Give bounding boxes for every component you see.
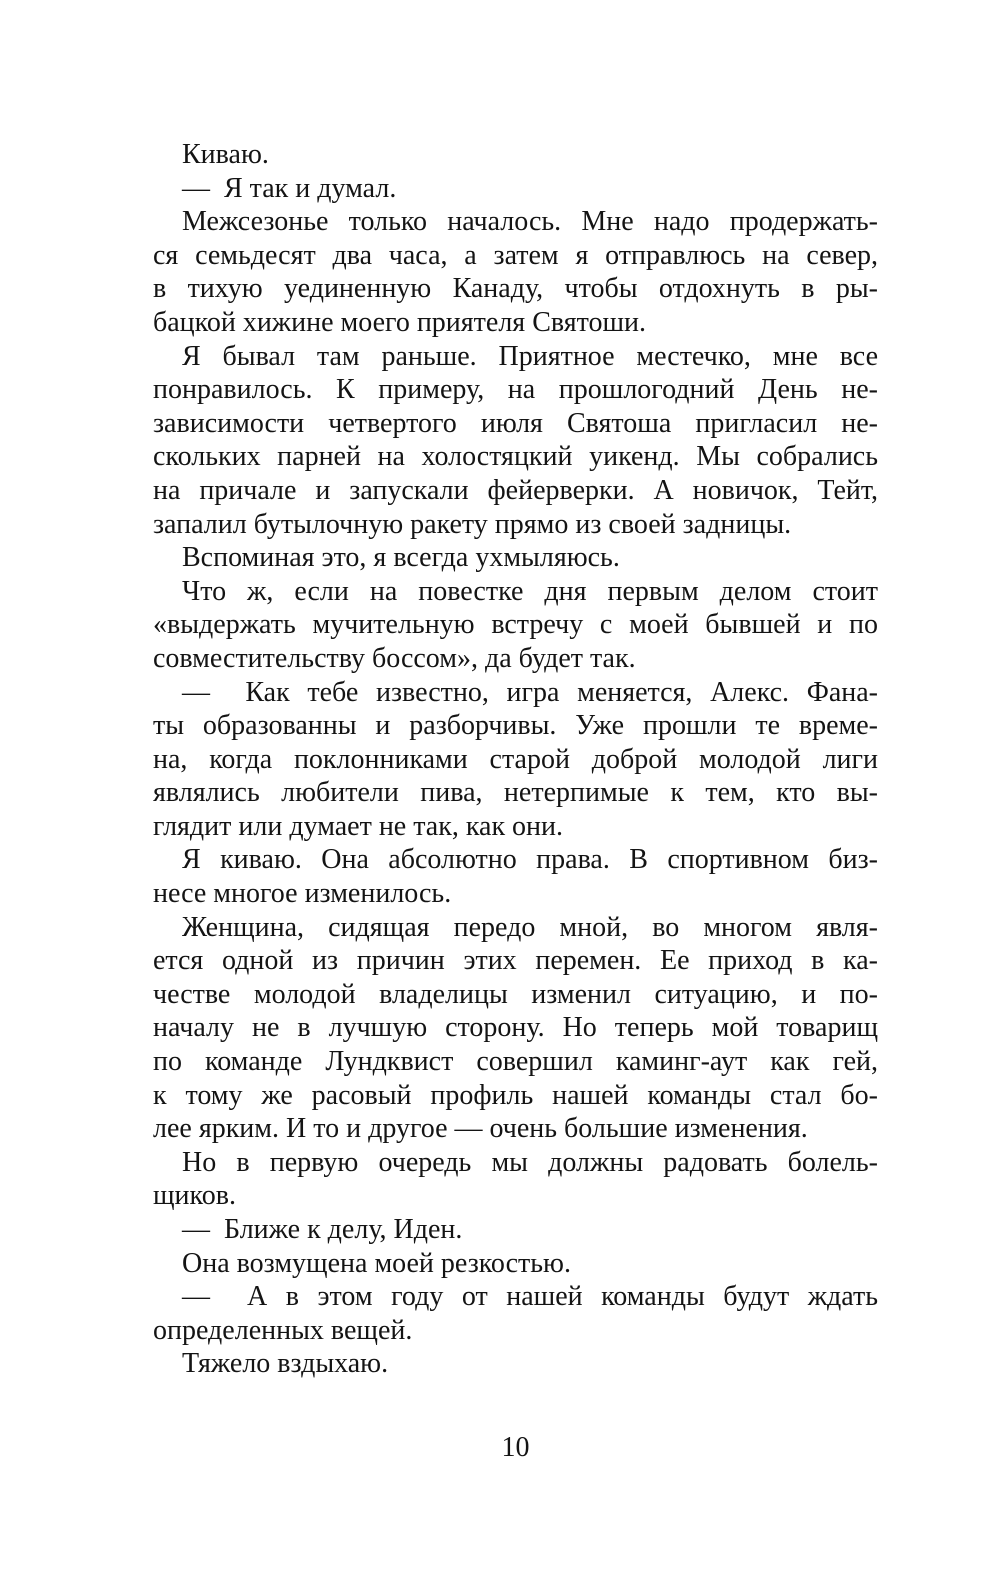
- text-line: — Ближе к делу, Иден.: [182, 1214, 463, 1245]
- text-line: — Как тебе известно, игра меняется, Алекс. Фана-: [182, 676, 878, 708]
- paragraph: [153, 911, 878, 1146]
- paragraph: [153, 172, 878, 206]
- text-line: Но в первую очередь мы должны радовать болель-: [182, 1146, 878, 1178]
- text-line: глядит или думает не так, как они.: [153, 810, 564, 842]
- paragraph: [153, 575, 878, 676]
- text-line: на причале и запускали фейерверки. А новичок, Тейт,: [153, 474, 878, 506]
- text-line: зависимости четвертого июля Святоша пригласил не-: [153, 407, 878, 439]
- text-line: Она возмущена моей резкостью.: [182, 1247, 571, 1279]
- text-line: Я бывал там раньше. Приятное местечко, мне все: [182, 340, 878, 372]
- text-line: — А в этом году от нашей команды будут ждать: [182, 1281, 878, 1313]
- text-block: [153, 138, 878, 1381]
- text-line: щиков.: [153, 1180, 236, 1212]
- paragraph: [153, 1247, 878, 1281]
- text-line: — Я так и думал.: [182, 172, 397, 204]
- text-line: Я киваю. Она абсолютно права. В спортивном биз-: [182, 844, 878, 876]
- text-line: Тяжело вздыхаю.: [182, 1348, 389, 1380]
- text-line: по команде Лундквист совершил каминг-аут как гей,: [153, 1046, 878, 1078]
- text-line: понравилось. К примеру, на прошлогодний День не-: [153, 374, 878, 406]
- paragraph: [153, 1213, 878, 1247]
- text-line: запалил бутылочную ракету прямо из своей задницы.: [153, 508, 792, 540]
- paragraph: [153, 205, 878, 339]
- text-line: скольких парней на холостяцкий уикенд. Мы собрались: [153, 441, 878, 473]
- text-line: являлись любители пива, нетерпимые к тем, кто вы-: [153, 777, 878, 809]
- text-line: совместительству боссом», да будет так.: [153, 642, 636, 674]
- text-line: лее ярким. И то и другое — очень большие изменения.: [153, 1113, 808, 1145]
- text-line: Женщина, сидящая передо мной, во многом явля-: [182, 911, 878, 943]
- text-line: Что ж, если на повестке дня первым делом стоит: [182, 575, 878, 607]
- paragraph: [153, 843, 878, 910]
- text-line: ты образованны и разборчивы. Уже прошли те време-: [153, 710, 878, 742]
- text-line: бацкой хижине моего приятеля Святоши.: [153, 306, 647, 338]
- paragraph: [153, 340, 878, 542]
- paragraph: [153, 676, 878, 844]
- paragraph: [153, 138, 878, 172]
- text-line: «выдержать мучительную встречу с моей бывшей и по: [153, 609, 878, 641]
- text-line: определенных вещей.: [153, 1314, 413, 1346]
- paragraph: [153, 1347, 878, 1381]
- text-line: в тихую уединенную Канаду, чтобы отдохнуть в ры-: [153, 273, 878, 305]
- text-line: к тому же расовый профиль нашей команды стал бо-: [153, 1079, 878, 1111]
- page-number: 10: [501, 1432, 530, 1463]
- text-line: ся семьдесят два часа, а затем я отправлюсь на север,: [153, 239, 878, 271]
- text-line: на, когда поклонниками старой доброй молодой лиги: [153, 743, 878, 775]
- paragraph: [153, 1146, 878, 1213]
- text-line: ется одной из причин этих перемен. Ее приход в ка-: [153, 945, 878, 977]
- text-line: честве молодой владелицы изменил ситуацию, и по-: [153, 978, 878, 1010]
- text-line: Межсезонье только началось. Мне надо продержать-: [182, 206, 878, 238]
- paragraph: [153, 541, 878, 575]
- text-line: Вспоминая это, я всегда ухмыляюсь.: [182, 542, 620, 574]
- text-line: началу не в лучшую сторону. Но теперь мой товарищ: [153, 1012, 878, 1044]
- paragraph: [153, 1280, 878, 1347]
- text-line: Киваю.: [182, 139, 269, 170]
- text-line: несе многое изменилось.: [153, 878, 452, 910]
